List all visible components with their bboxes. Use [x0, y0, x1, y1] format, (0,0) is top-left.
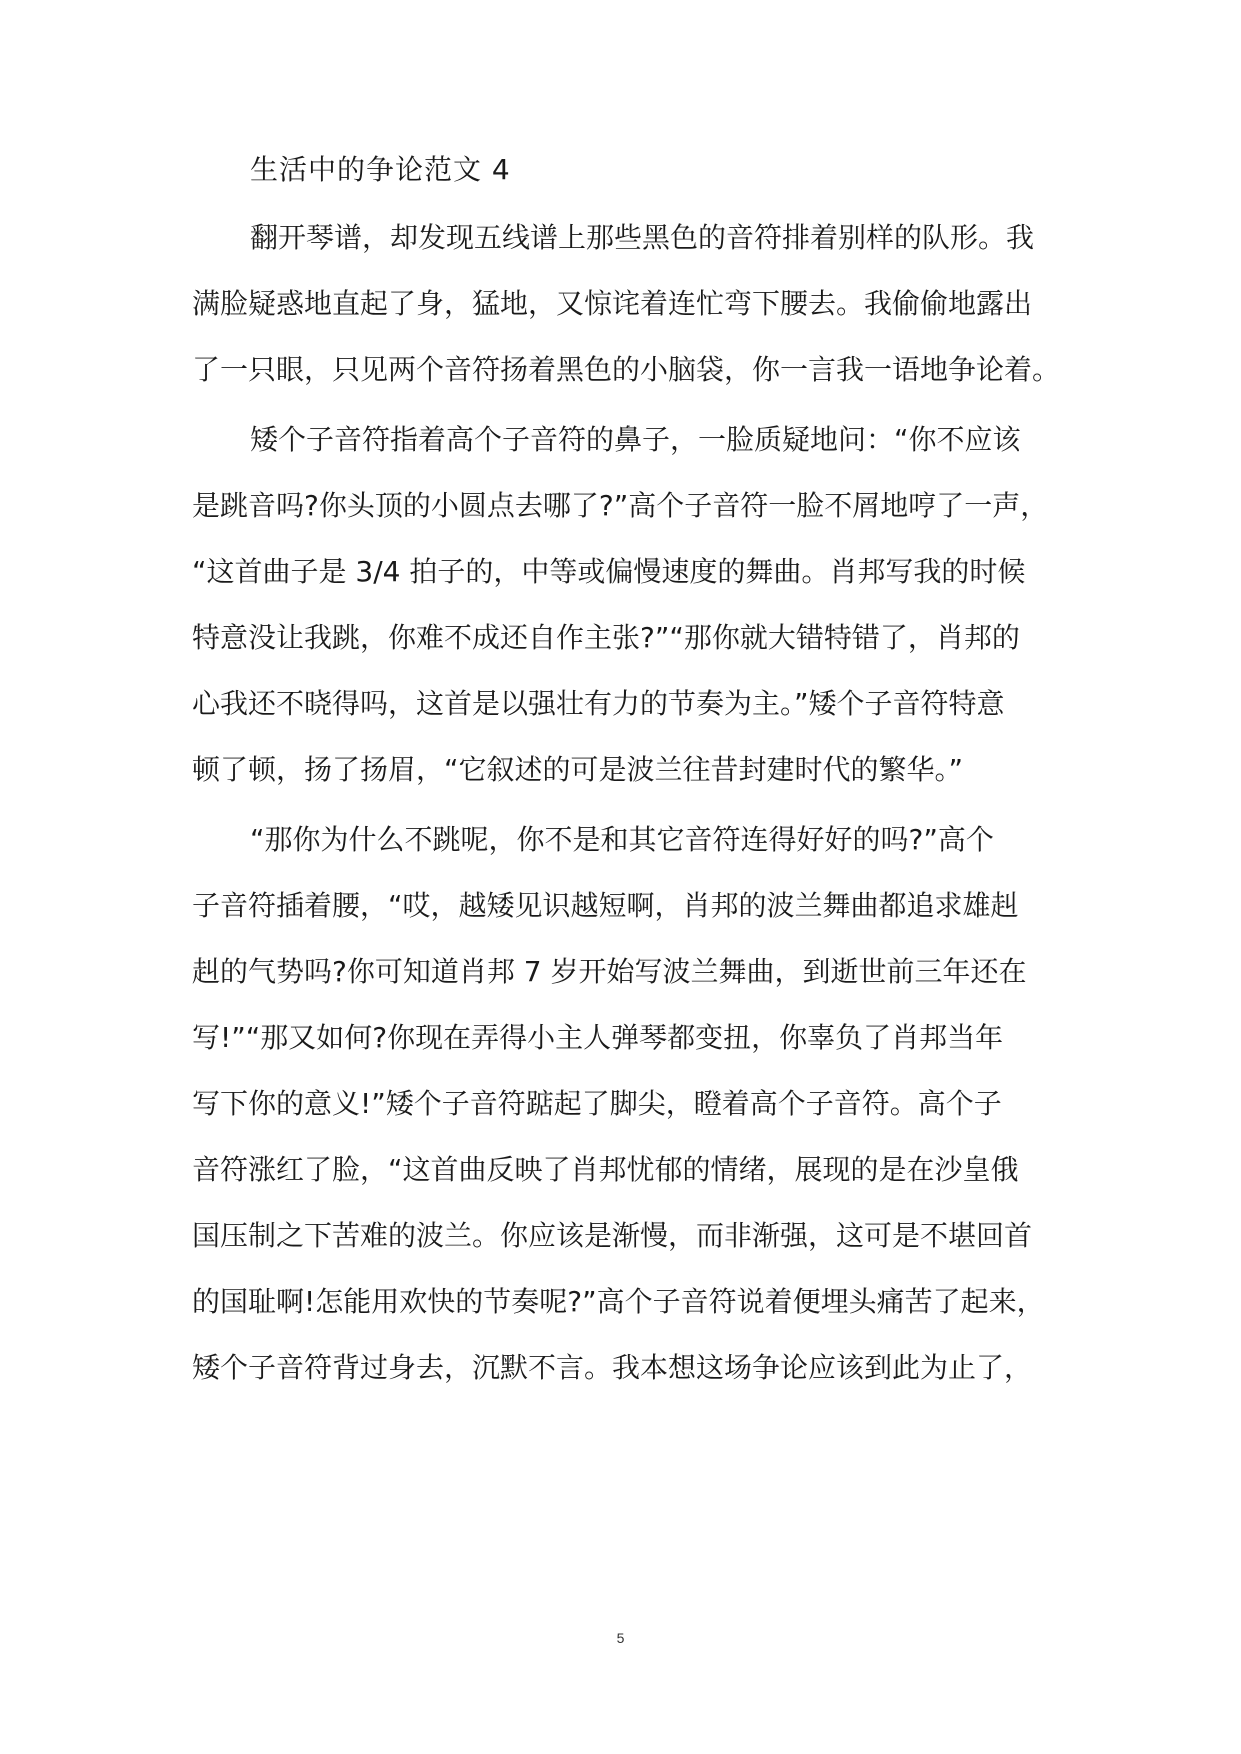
paragraph-line-17: 的国耻啊!怎能用欢快的节奏呢?”高个子音符说着便埋头痛苦了起来， — [192, 1285, 1045, 1318]
paragraph-line-5: 是跳音吗?你头顶的小圆点去哪了?”高个子音符一脸不屑地哼了一声， — [192, 489, 1049, 522]
paragraph-line-12: 赳的气势吗?你可知道肖邦 7 岁开始写波兰舞曲，到逝世前三年还在 — [192, 955, 1027, 988]
paragraph-line-11: 子音符插着腰，“哎，越矮见识越短啊，肖邦的波兰舞曲都追求雄赳 — [192, 889, 1019, 922]
paragraph-line-10: “那你为什么不跳呢，你不是和其它音符连得好好的吗?”高个 — [250, 823, 994, 856]
paragraph-line-9: 顿了顿，扬了扬眉，“它叙述的可是波兰往昔封建时代的繁华。” — [192, 753, 964, 786]
document-heading: 生活中的争论范文 4 — [250, 153, 511, 186]
paragraph-line-2: 满脸疑惑地直起了身，猛地，又惊诧着连忙弯下腰去。我偷偷地露出 — [192, 287, 1033, 320]
paragraph-line-1: 翻开琴谱，却发现五线谱上那些黑色的音符排着别样的队形。我 — [250, 221, 1035, 254]
paragraph-line-13: 写!”“那又如何?你现在弄得小主人弹琴都变扭，你辜负了肖邦当年 — [192, 1021, 1004, 1054]
paragraph-line-3: 了一只眼，只见两个音符扬着黑色的小脑袋，你一言我一语地争论着。 — [192, 353, 1061, 386]
paragraph-line-4: 矮个子音符指着高个子音符的鼻子，一脸质疑地问：“你不应该 — [250, 423, 1021, 456]
paragraph-line-15: 音符涨红了脸，“这首曲反映了肖邦忧郁的情绪，展现的是在沙皇俄 — [192, 1153, 1019, 1186]
paragraph-line-18: 矮个子音符背过身去，沉默不言。我本想这场争论应该到此为止了， — [192, 1351, 1033, 1384]
paragraph-line-6: “这首曲子是 3/4 拍子的，中等或偏慢速度的舞曲。肖邦写我的时候 — [192, 555, 1026, 588]
paragraph-line-16: 国压制之下苦难的波兰。你应该是渐慢，而非渐强，这可是不堪回首 — [192, 1219, 1033, 1252]
paragraph-line-8: 心我还不晓得吗，这首是以强壮有力的节奏为主。”矮个子音符特意 — [192, 687, 1005, 720]
paragraph-line-14: 写下你的意义!”矮个子音符踮起了脚尖，瞪着高个子音符。高个子 — [192, 1087, 1002, 1120]
page-number: 5 — [616, 1630, 625, 1646]
paragraph-line-7: 特意没让我跳，你难不成还自作主张?”“那你就大错特错了，肖邦的 — [192, 621, 1020, 654]
